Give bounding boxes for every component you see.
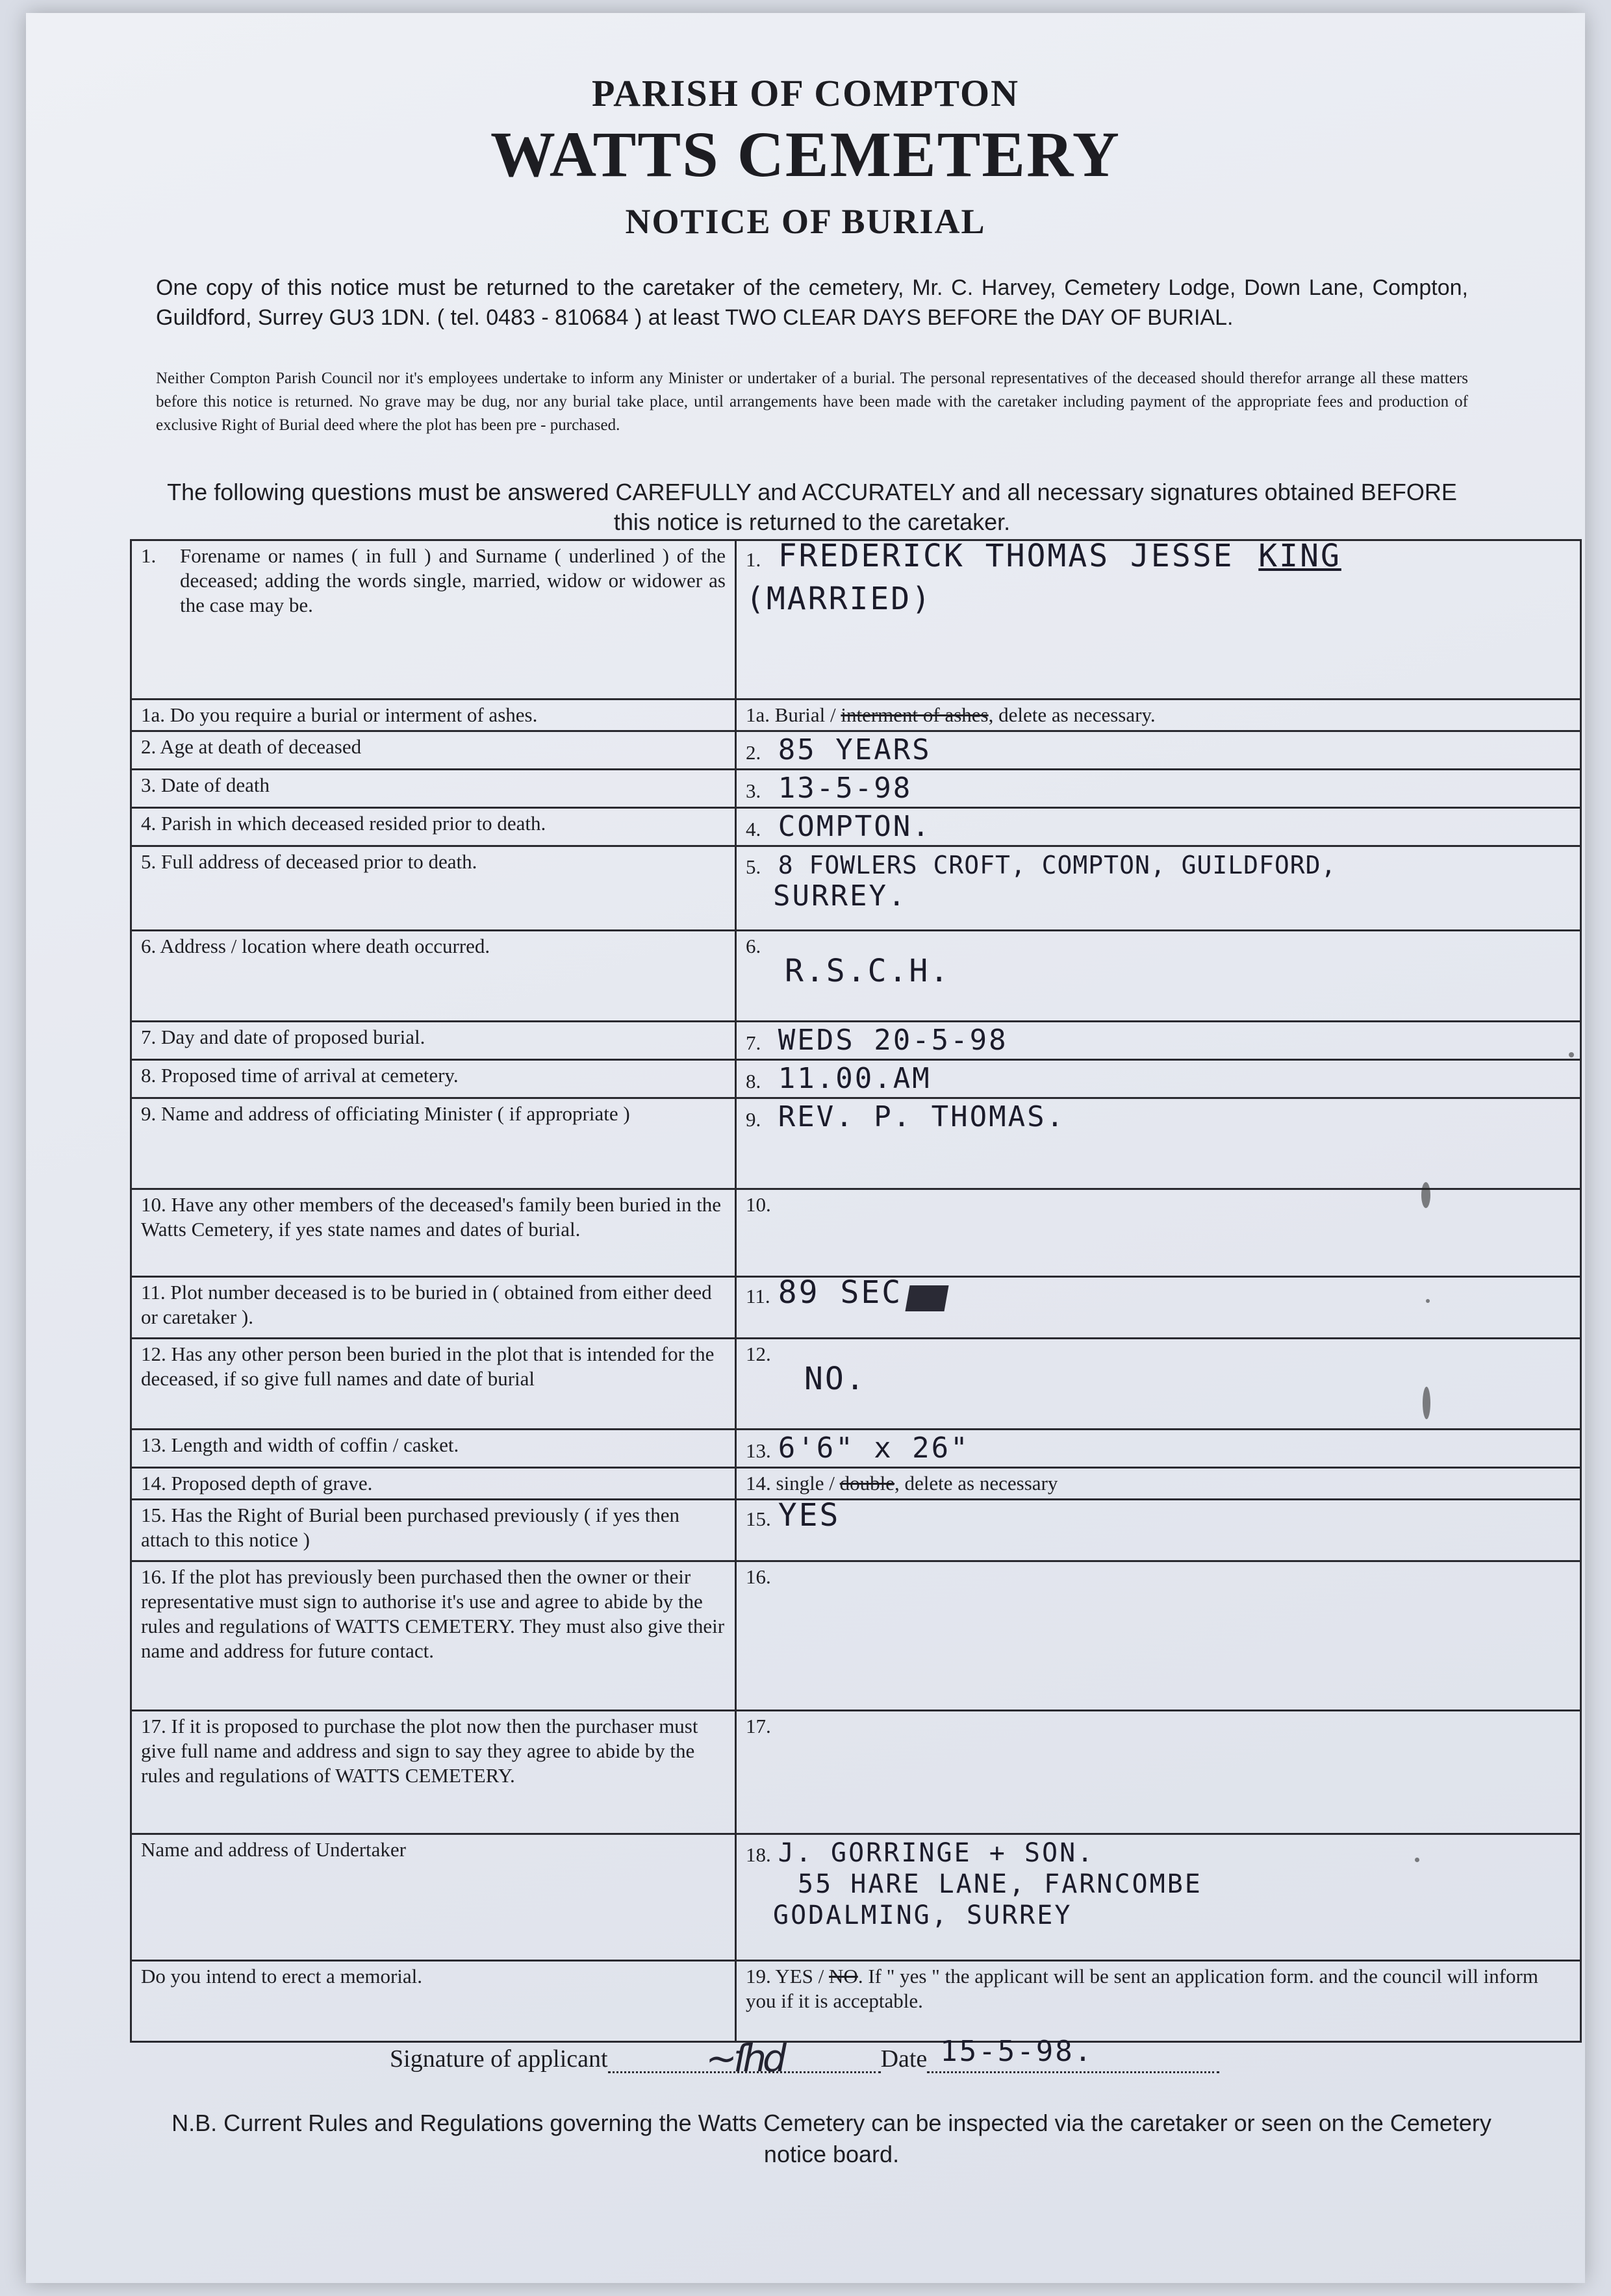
signature-date: 15-5-98. [940, 2035, 1094, 2068]
question-cell: Name and address of Undertaker [131, 1834, 736, 1961]
question-cell: 9. Name and address of officiating Minister ( if appropriate ) [131, 1098, 736, 1189]
struck-option: interment of ashes [841, 703, 989, 726]
intro-return-instructions: One copy of this notice must be returned to the caretaker of the cemetery, Mr. C. Harvey, Cemetery Lodge, Down Lane, Compton, Guildford, Surrey GU3 1DN. ( tel. 0483 - 810684 ) at least TWO CLEAR DAYS BEFORE the DAY OF BURIAL. [156, 275, 1468, 330]
answer-cell[interactable]: 11. 89 SEC [736, 1277, 1581, 1339]
form-row-1a [131, 700, 1581, 731]
date-field[interactable] [927, 2036, 1219, 2073]
question-cell: 15. Has the Right of Burial been purchased previously ( if yes then attach to this notice ) [131, 1500, 736, 1561]
scan-speck [1423, 1387, 1430, 1419]
intro-answer-instructions: The following questions must be answered CAREFULLY and ACCURATELY and all necessary signatures obtained BEFORE this notice is returned to the caretaker. [167, 479, 1457, 535]
question-cell: 11. Plot number deceased is to be buried in ( obtained from either deed or caretaker ). [131, 1277, 736, 1339]
form-row-16 [131, 1561, 1581, 1711]
form-row-1 [131, 540, 1581, 700]
form-row-14 [131, 1468, 1581, 1500]
deceased-forenames: FREDERICK THOMAS JESSE [778, 540, 1234, 574]
question-cell: 14. Proposed depth of grave. [131, 1468, 736, 1500]
form-row-5 [131, 846, 1581, 931]
answer-cell[interactable]: 19. YES / NO. If " yes " the applicant will be sent an application form. and the council will inform you if it is acceptable. [736, 1961, 1581, 2042]
answer-cell[interactable]: 8. 11.00.AM [736, 1060, 1581, 1098]
form-row-11 [131, 1277, 1581, 1339]
answer-cell[interactable]: 13. 6'6" x 26" [736, 1430, 1581, 1468]
scribbled-out-mark [905, 1285, 948, 1311]
form-row-19 [131, 1961, 1581, 2042]
form-row-7 [131, 1022, 1581, 1060]
struck-option: double [839, 1472, 895, 1495]
plot-number: 89 SEC [778, 1276, 903, 1311]
signature-field[interactable] [608, 2036, 881, 2080]
scan-speck [1415, 1858, 1419, 1862]
right-of-burial-answer: YES [778, 1499, 841, 1533]
answer-cell[interactable]: 2. 85 YEARS [736, 731, 1581, 770]
answer-cell[interactable]: 18. J. GORRINGE + SON. 55 HARE LANE, FARNCOMBE GODALMING, SURREY [736, 1834, 1581, 1961]
question-cell: 13. Length and width of coffin / casket. [131, 1430, 736, 1468]
question-cell: 6. Address / location where death occurred. [131, 931, 736, 1022]
question-cell: 3. Date of death [131, 770, 736, 808]
form-row-6 [131, 931, 1581, 1022]
form-row-3 [131, 770, 1581, 808]
answer-cell[interactable]: 1a. Burial / interment of ashes, delete as necessary. [736, 700, 1581, 731]
burial-date: WEDS 20-5-98 [778, 1024, 1008, 1057]
parish-title: PARISH OF COMPTON [591, 72, 1020, 114]
burial-notice-form [130, 539, 1582, 2043]
answer-cell[interactable]: 10. [736, 1189, 1581, 1277]
date-of-death: 13-5-98 [778, 772, 913, 805]
question-cell: 8. Proposed time of arrival at cemetery. [131, 1060, 736, 1098]
answer-cell[interactable]: 14. single / double, delete as necessary [736, 1468, 1581, 1500]
signature-label: Signature of applicant [390, 2045, 608, 2073]
date-label: Date [880, 2045, 928, 2073]
question-cell: 2. Age at death of deceased [131, 731, 736, 770]
question-cell: 5. Full address of deceased prior to death. [131, 846, 736, 931]
previous-burial-answer: NO. [804, 1361, 867, 1397]
footer-note: N.B. Current Rules and Regulations governing the Watts Cemetery can be inspected via the caretaker or seen on the Cemetery notice board. [171, 2110, 1491, 2167]
question-cell: Do you intend to erect a memorial. [131, 1961, 736, 2042]
question-cell: 17. If it is proposed to purchase the plot now then the purchaser must give full name and address and sign to say they agree to abide by the rules and regulations of WATTS CEMETERY. [131, 1711, 736, 1834]
answer-cell[interactable]: 12. NO. [736, 1339, 1581, 1430]
intro-council-disclaimer: Neither Compton Parish Council nor it's employees undertake to inform any Minister or undertaker of a burial. The personal representatives of the deceased should therefor arrange all these matters before this notice is returned. No grave may be dug, nor any burial take place, until arrangements have been made with the caretaker including payment of the appropriate fees and production of exclusive Right of Burial deed where the plot has been pre - purchased. [156, 370, 1468, 434]
form-row-13 [131, 1430, 1581, 1468]
answer-cell[interactable]: 17. [736, 1711, 1581, 1834]
form-row-4 [131, 808, 1581, 846]
notice-title: NOTICE OF BURIAL [625, 202, 986, 241]
question-cell: 10. Have any other members of the deceased's family been buried in the Watts Cemetery, if yes state names and dates of burial. [131, 1189, 736, 1277]
deceased-surname: KING [1258, 540, 1341, 574]
struck-option: NO [829, 1965, 858, 1987]
deceased-address-line-1: 8 FOWLERS CROFT, COMPTON, GUILDFORD, [778, 851, 1337, 879]
question-cell: 12. Has any other person been buried in the plot that is intended for the deceased, if so give full names and date of burial [131, 1339, 736, 1430]
answer-cell[interactable]: 15. YES [736, 1500, 1581, 1561]
answer-cell[interactable]: 9. REV. P. THOMAS. [736, 1098, 1581, 1189]
deceased-address-line-2: SURREY. [773, 879, 907, 913]
officiating-minister: REV. P. THOMAS. [778, 1100, 1066, 1133]
question-cell: 1. Forename or names ( in full ) and Surname ( underlined ) of the deceased; adding the words single, married, widow or widower as the case may be. [131, 540, 736, 700]
form-row-12 [131, 1339, 1581, 1430]
scan-speck [1569, 1052, 1574, 1057]
answer-cell[interactable]: 3. 13-5-98 [736, 770, 1581, 808]
form-row-15 [131, 1500, 1581, 1561]
question-cell: 4. Parish in which deceased resided prior to death. [131, 808, 736, 846]
undertaker-address-line-1: 55 HARE LANE, FARNCOMBE [798, 1869, 1202, 1899]
age-at-death: 85 YEARS [778, 733, 932, 766]
answer-cell[interactable]: 5. 8 FOWLERS CROFT, COMPTON, GUILDFORD, SURREY. [736, 846, 1581, 931]
place-of-death: R.S.C.H. [785, 953, 951, 989]
coffin-dimensions: 6'6" x 26" [778, 1432, 970, 1465]
answer-cell[interactable]: 16. [736, 1561, 1581, 1711]
answer-cell[interactable]: 1. FREDERICK THOMAS JESSE KING (MARRIED) [736, 540, 1581, 700]
form-row-18 [131, 1834, 1581, 1961]
deceased-marital-status: (MARRIED) [746, 581, 933, 617]
form-row-2 [131, 731, 1581, 770]
form-row-17 [131, 1711, 1581, 1834]
question-cell: 1a. Do you require a burial or interment of ashes. [131, 700, 736, 731]
answer-cell[interactable]: 4. COMPTON. [736, 808, 1581, 846]
form-row-9 [131, 1098, 1581, 1189]
cemetery-title: WATTS CEMETERY [490, 118, 1121, 190]
handwritten-signature: ~ſhd [705, 2036, 783, 2080]
arrival-time: 11.00.AM [778, 1062, 932, 1095]
answer-cell[interactable]: 6. R.S.C.H. [736, 931, 1581, 1022]
scan-speck [1426, 1299, 1430, 1303]
form-row-10 [131, 1189, 1581, 1277]
undertaker-name: J. GORRINGE + SON. [778, 1838, 1095, 1868]
question-text: Forename or names ( in full ) and Surname ( underlined ) of the deceased; adding the words single, married, widow or widower as the case may be. [180, 544, 726, 616]
question-cell: 16. If the plot has previously been purchased then the owner or their representative must sign to authorise it's use and agree to abide by the rules and regulations of WATTS CEMETERY. They must also give their name and address for future contact. [131, 1561, 736, 1711]
scan-speck [1421, 1182, 1430, 1208]
undertaker-address-line-2: GODALMING, SURREY [773, 1900, 1072, 1930]
form-row-8 [131, 1060, 1581, 1098]
signature-line [390, 2035, 1299, 2080]
parish-of-residence: COMPTON. [778, 810, 932, 843]
answer-cell[interactable]: 7. WEDS 20-5-98 [736, 1022, 1581, 1060]
question-cell: 7. Day and date of proposed burial. [131, 1022, 736, 1060]
